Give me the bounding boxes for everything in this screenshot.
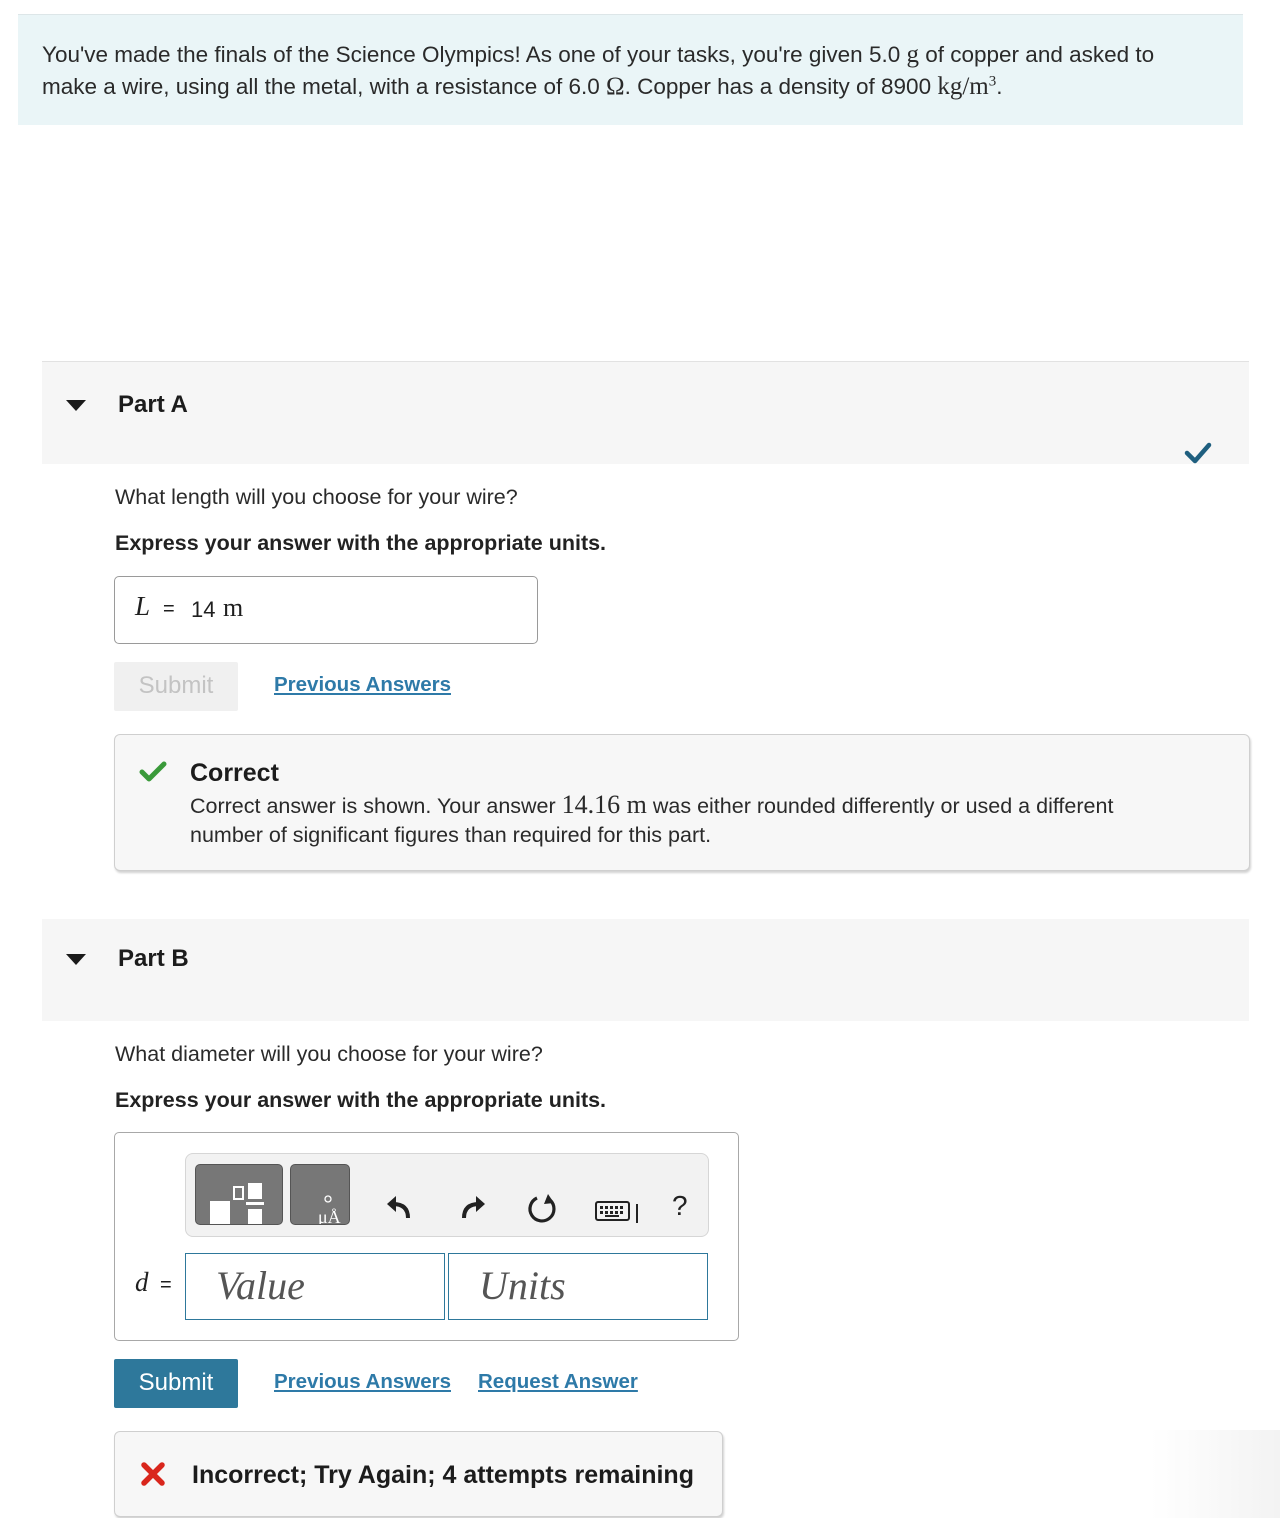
part-complete-check-icon	[1184, 441, 1212, 465]
svg-text:μÅ: μÅ	[318, 1207, 341, 1224]
part-a-answer-display	[114, 576, 538, 644]
units-input[interactable]: Units	[448, 1253, 708, 1320]
part-a-submit-button[interactable]: Submit	[114, 662, 238, 711]
value-input[interactable]: Value	[185, 1253, 445, 1320]
feedback-text: Correct answer is shown. Your answer	[190, 794, 562, 818]
part-b-previous-answers-link[interactable]: Previous Answers	[274, 1370, 451, 1393]
undo-icon[interactable]	[384, 1192, 414, 1222]
problem-line-2	[42, 71, 1219, 103]
units-icon	[291, 1165, 349, 1224]
edge-shadow	[1150, 1430, 1280, 1518]
part-b-title: Part B	[118, 945, 189, 972]
reset-icon[interactable]	[524, 1192, 558, 1226]
redo-icon[interactable]	[458, 1192, 488, 1222]
collapse-caret-icon[interactable]	[66, 400, 86, 411]
part-a-question: What length will you choose for your wire?	[115, 485, 518, 509]
intro-text: of copper and asked to	[918, 42, 1155, 67]
feedback-text: was either rounded differently or used a different	[646, 794, 1114, 818]
feedback-text: number of significant figures than required for this part.	[190, 823, 712, 847]
math-toolbar	[185, 1153, 709, 1237]
request-answer-link[interactable]: Request Answer	[478, 1370, 638, 1393]
templates-button[interactable]	[195, 1164, 283, 1225]
answer-unit: m	[223, 593, 244, 622]
intro-text: .	[996, 74, 1003, 99]
feedback-title: Correct	[190, 759, 279, 787]
answer-equals: =	[160, 1274, 172, 1296]
part-b-submit-button[interactable]: Submit	[114, 1359, 238, 1408]
intro-text: You've made the finals of the Science Olympics! As one of your tasks, you're given 5.0	[42, 42, 907, 67]
part-a-title: Part A	[118, 391, 188, 418]
correct-check-icon	[139, 761, 167, 783]
keyboard-icon[interactable]	[594, 1198, 644, 1226]
feedback-title: Incorrect; Try Again; 4 attempts remaining	[192, 1461, 694, 1489]
part-a-header[interactable]	[42, 361, 1249, 464]
collapse-caret-icon[interactable]	[66, 954, 86, 965]
part-b-question: What diameter will you choose for your wire?	[115, 1042, 543, 1066]
answer-variable: d	[135, 1267, 149, 1297]
part-b-instruction: Express your answer with the appropriate units.	[115, 1088, 607, 1112]
part-b-answer-editor	[114, 1132, 739, 1341]
answer-variable: L	[135, 591, 151, 621]
problem-statement	[18, 14, 1243, 125]
incorrect-x-icon	[139, 1460, 167, 1488]
intro-unit-exponent: 3	[988, 73, 997, 90]
feedback-answer-value: 14.16 m	[561, 790, 647, 819]
help-button[interactable]: ?	[672, 1190, 688, 1221]
templates-icon	[196, 1165, 282, 1224]
answer-equals: =	[163, 598, 175, 620]
intro-text: make a wire, using all the metal, with a resistance of 6.0	[42, 74, 607, 99]
part-a-feedback-correct	[114, 734, 1250, 871]
intro-unit-g: g	[906, 41, 919, 68]
part-a-previous-answers-link[interactable]: Previous Answers	[274, 673, 451, 696]
intro-unit-density: kg/m	[937, 73, 989, 100]
intro-text: . Copper has a density of 8900	[624, 74, 938, 99]
feedback-message	[190, 790, 1230, 850]
answer-value: 14	[191, 597, 216, 622]
part-b-feedback-incorrect	[114, 1431, 723, 1517]
intro-unit-ohm: Ω	[606, 73, 625, 100]
problem-line-1	[42, 39, 1219, 71]
units-symbols-button[interactable]	[290, 1164, 350, 1225]
part-a-instruction: Express your answer with the appropriate units.	[115, 531, 607, 555]
part-b-header[interactable]	[42, 919, 1249, 1021]
